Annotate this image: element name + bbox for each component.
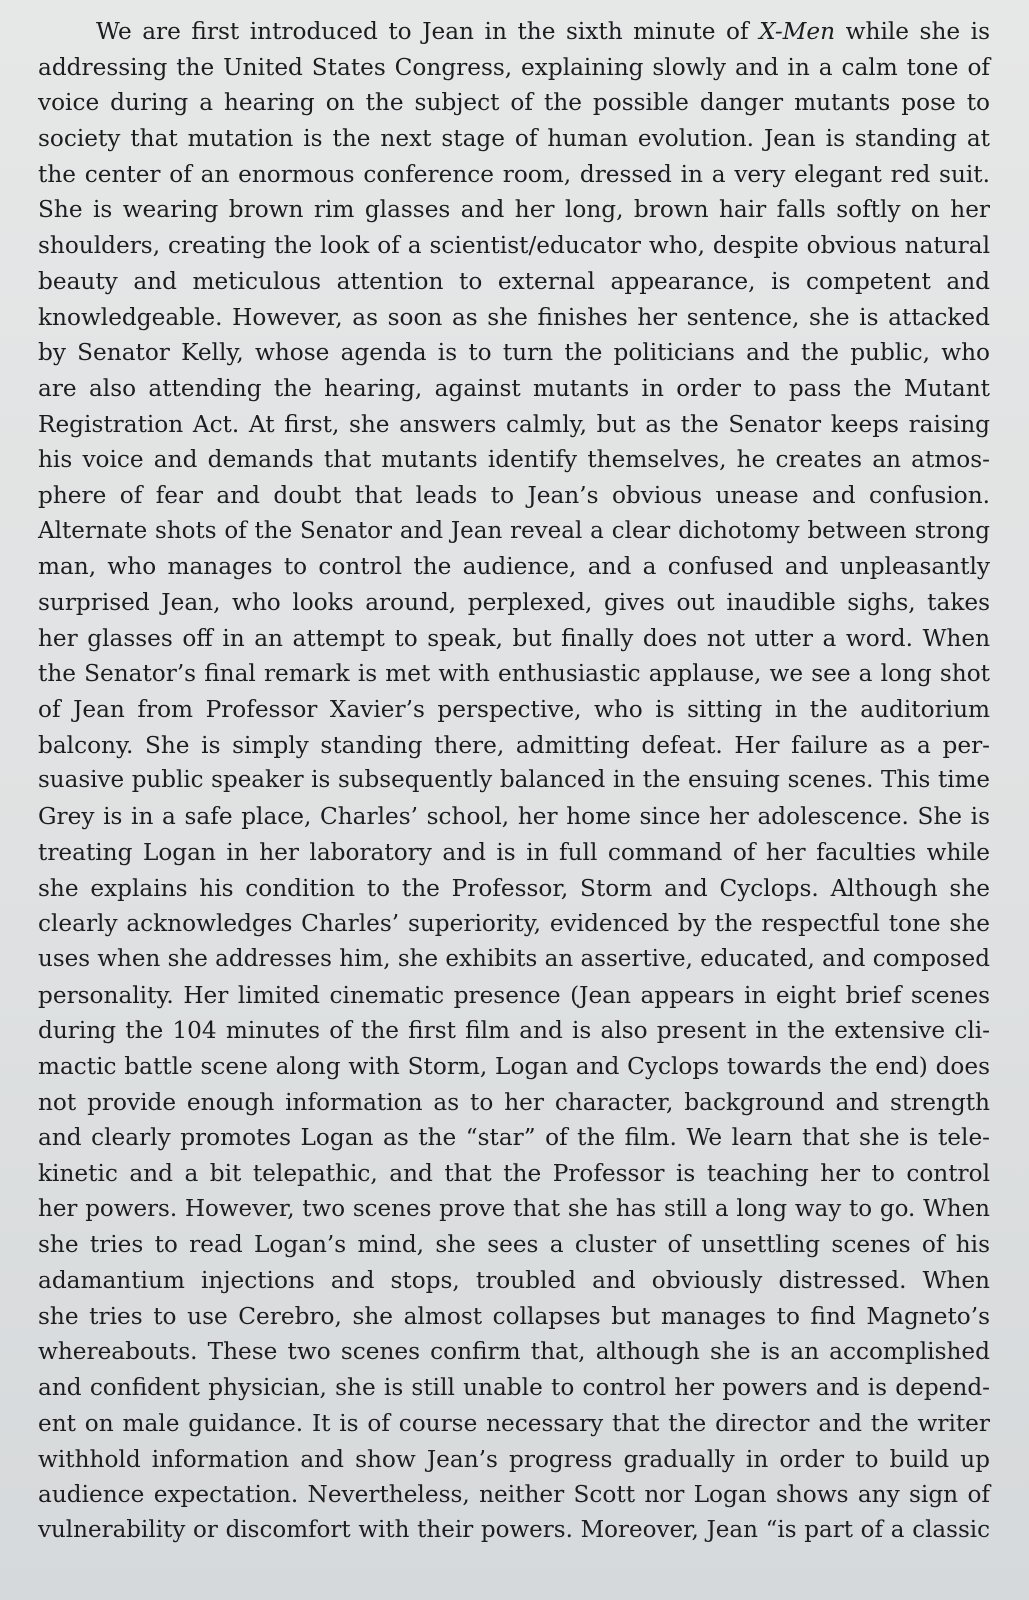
text-line: the Senator’s final remark is met with enthusiastic applause, we see a long shot (38, 660, 990, 688)
text-line: not provide enough information as to her character, background and strength (38, 1088, 990, 1116)
text-line: shoulders, creating the look of a scientist/educator who, despite obvious natural (38, 232, 990, 260)
text-line: We are first introduced to Jean in the sixth minute of X-Men while she is (96, 18, 990, 45)
text-line: her glasses off in an attempt to speak, but finally does not utter a word. When (38, 624, 990, 652)
text-line: addressing the United States Congress, explaining slowly and in a calm tone of (38, 53, 990, 81)
text-line: kinetic and a bit telepathic, and that the Professor is teaching her to control (38, 1160, 990, 1187)
book-page-text (38, 14, 990, 1549)
text-line: she tries to use Cerebro, she almost collapses but manages to find Magneto’s (38, 1302, 990, 1330)
text-line: of Jean from Professor Xavier’s perspective, who is sitting in the auditorium (38, 696, 990, 724)
text-line: are also attending the hearing, against mutants in order to pass the Mutant (38, 374, 990, 402)
text-line: and confident physician, she is still unable to control her powers and is depend- (38, 1374, 990, 1402)
text-line: She is wearing brown rim glasses and her long, brown hair falls softly on her (38, 196, 990, 224)
text-line: the center of an enormous conference room, dressed in a very elegant red suit. (38, 160, 990, 188)
text-line: voice during a hearing on the subject of the possible danger mutants pose to (38, 89, 990, 117)
text-line: phere of fear and doubt that leads to Jean’s obvious unease and confusion. (38, 481, 990, 509)
text-line: suasive public speaker is subsequently balanced in the ensuing scenes. This time (38, 767, 990, 794)
text-line: during the 104 minutes of the first film and is also present in the extensive cli- (38, 1017, 990, 1045)
text-line: Registration Act. At first, she answers calmly, but as the Senator keeps raising (38, 410, 990, 438)
text-line: vulnerability or discomfort with their powers. Moreover, Jean “is part of a classic (38, 1516, 990, 1543)
text-line: Grey is in a safe place, Charles’ school, her home since her adolescence. She is (38, 803, 990, 831)
text-line: surprised Jean, who looks around, perplexed, gives out inaudible sighs, takes (38, 589, 990, 616)
text-line: mactic battle scene along with Storm, Logan and Cyclops towards the end) does (38, 1052, 990, 1080)
text-line: ent on male guidance. It is of course necessary that the director and the writer (38, 1409, 990, 1437)
film-title: X-Men (759, 18, 836, 45)
text-line: personality. Her limited cinematic presence (Jean appears in eight brief scenes (38, 981, 990, 1009)
text-line: beauty and meticulous attention to external appearance, is competent and (38, 267, 990, 295)
text-line: balcony. She is simply standing there, admitting defeat. Her failure as a per- (38, 731, 990, 759)
text-line: man, who manages to control the audience, and a confused and unpleasantly (38, 553, 990, 581)
text-line: his voice and demands that mutants identify themselves, he creates an atmos- (38, 446, 990, 474)
text-line: she explains his condition to the Professor, Storm and Cyclops. Although she (38, 874, 990, 902)
text-line: society that mutation is the next stage of human evolution. Jean is standing at (38, 125, 990, 153)
text-line: audience expectation. Nevertheless, neither Scott nor Logan shows any sign of (38, 1481, 990, 1509)
text-line: treating Logan in her laboratory and is in full command of her faculties while (38, 838, 990, 866)
text-line: clearly acknowledges Charles’ superiority, evidenced by the respectful tone she (38, 910, 990, 938)
text-line: withhold information and show Jean’s progress gradually in order to build up (38, 1445, 990, 1473)
text-line: knowledgeable. However, as soon as she finishes her sentence, she is attacked (38, 303, 990, 331)
text-line: Alternate shots of the Senator and Jean reveal a clear dichotomy between strong (38, 517, 990, 544)
text-line: and clearly promotes Logan as the “star” of the film. We learn that she is tele- (38, 1124, 990, 1152)
text-line: whereabouts. These two scenes confirm that, although she is an accomplished (38, 1338, 990, 1366)
text-line: adamantium injections and stops, troubled and obviously distressed. When (38, 1267, 990, 1295)
text-line: by Senator Kelly, whose agenda is to turn the politicians and the public, who (38, 339, 990, 367)
text-line: uses when she addresses him, she exhibits an assertive, educated, and composed (38, 945, 990, 972)
text-line: she tries to read Logan’s mind, she sees a cluster of unsettling scenes of his (38, 1231, 990, 1259)
text-line: her powers. However, two scenes prove that she has still a long way to go. When (38, 1195, 990, 1222)
